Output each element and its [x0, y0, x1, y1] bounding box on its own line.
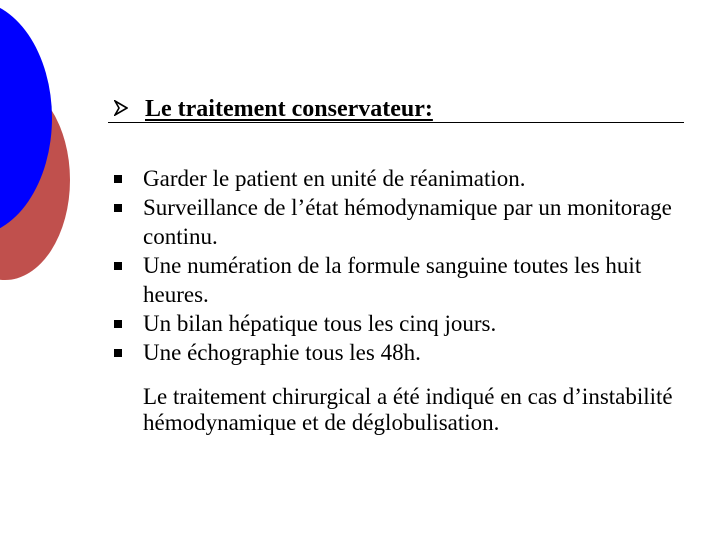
- bullet-list: [114, 164, 674, 367]
- list-item-text: Un bilan hépatique tous les cinq jours.: [143, 311, 497, 336]
- list-item: [114, 164, 674, 193]
- list-item-text: Garder le patient en unité de réanimation.: [143, 166, 526, 191]
- square-bullet-icon: [114, 320, 122, 328]
- list-item: [114, 309, 674, 338]
- arrow-bullet-icon: [114, 100, 128, 116]
- list-item-text: Une numération de la formule sanguine toutes les huit heures.: [143, 253, 642, 307]
- square-bullet-icon: [114, 262, 122, 270]
- list-item-text: Surveillance de l’état hémodynamique par un monitorage continu.: [143, 195, 672, 249]
- list-item: [114, 193, 674, 251]
- square-bullet-icon: [114, 204, 122, 212]
- list-item: [114, 251, 674, 309]
- list-item: [114, 338, 674, 367]
- square-bullet-icon: [114, 349, 122, 357]
- closing-paragraph: Le traitement chirurgical a été indiqué en cas d’instabilité hémodynamique et de déglobulisation.: [143, 384, 673, 435]
- list-item-text: Une échographie tous les 48h.: [143, 340, 421, 365]
- slide-heading: Le traitement conservateur:: [145, 96, 433, 122]
- square-bullet-icon: [114, 175, 122, 183]
- heading-row: [108, 96, 684, 123]
